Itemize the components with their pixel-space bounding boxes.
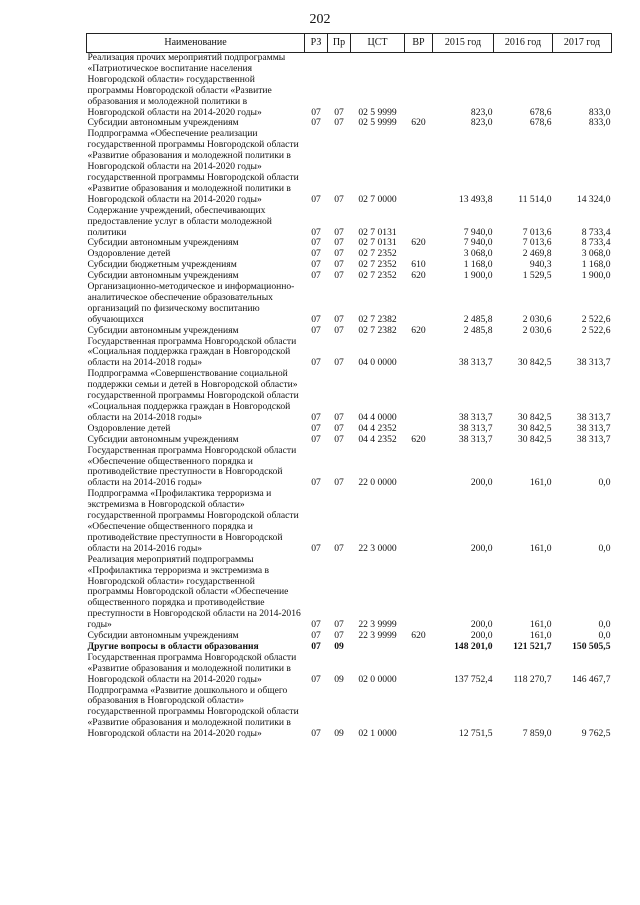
row-name: Подпрограмма «Обеспечение реализации государственной программы Новгородской области «Развитие образования и молодежной политики в Новгородской области на 2014-2020 годы» государственной программы Новгородской области «Развитие образования и молодежной политики в Новгородской области на 2014-2020 годы»	[87, 128, 299, 205]
row-name: Оздоровление детей	[87, 248, 171, 260]
row-name: Другие вопросы в области образования	[87, 640, 259, 652]
row-cst: 02 7 0131	[358, 226, 397, 238]
row-value-2017: 0,0	[598, 630, 611, 642]
header-2016: 2016 год	[494, 34, 553, 53]
row-vr	[405, 282, 433, 326]
row-rz: 07	[311, 117, 321, 129]
row-cst: 04 4 2352	[358, 422, 397, 434]
row-value-2015: 38 313,7	[458, 422, 493, 434]
row-cst: 04 4 2352	[358, 433, 397, 445]
row-value-2016: 7 013,6	[522, 237, 552, 249]
row-value-2017: 833,0	[588, 117, 611, 129]
row-rz: 07	[311, 542, 321, 554]
row-pr: 07	[334, 270, 344, 282]
row-name: Реализация прочих мероприятий подпрограммы «Патриотическое воспитание населения Новгородской области» государственной программы Новгородской области «Развитие образования и молодежной политики в Новгородской области на 2014-2020 годы»	[87, 52, 286, 118]
row-value-2017: 0,0	[598, 477, 611, 489]
row-vr	[405, 686, 433, 741]
row-value-2016: 940,3	[529, 259, 552, 271]
row-cst: 02 7 2352	[358, 248, 397, 260]
row-value-2017: 2 522,6	[581, 313, 611, 325]
row-value-2016: 161,0	[529, 542, 552, 554]
row-value-2016: 2 469,8	[522, 248, 552, 260]
row-value-2015: 200,0	[470, 542, 493, 554]
row-name: Субсидии автономным учреждениям	[87, 270, 239, 282]
row-value-2016: 161,0	[529, 619, 552, 631]
row-vr	[405, 206, 433, 239]
row-value-2017: 38 313,7	[576, 357, 611, 369]
row-value-2017: 38 313,7	[576, 422, 611, 434]
row-vr: 610	[411, 259, 426, 271]
row-vr	[405, 555, 433, 631]
row-pr: 07	[334, 313, 344, 325]
row-cst: 22 3 9999	[358, 619, 397, 631]
row-value-2015: 137 752,4	[454, 673, 493, 685]
row-vr	[405, 53, 433, 119]
row-value-2017: 2 522,6	[581, 324, 611, 336]
row-rz: 07	[311, 237, 321, 249]
row-value-2017: 146 467,7	[572, 673, 611, 685]
table-row	[87, 489, 612, 554]
row-name: Подпрограмма «Развитие дошкольного и общего образования в Новгородской области» государственной программы Новгородской области «Развитие образования и молодежной политики в Новгородской области на 2014-2020 годы»	[87, 684, 299, 740]
row-rz: 07	[311, 106, 321, 118]
row-value-2017: 8 733,4	[581, 237, 611, 249]
header-cst: ЦСТ	[351, 34, 405, 53]
row-value-2015: 823,0	[470, 106, 493, 118]
row-value-2016: 118 270,7	[513, 673, 552, 685]
row-vr	[405, 653, 433, 686]
row-value-2016: 2 030,6	[522, 324, 552, 336]
row-name: Подпрограмма «Совершенствование социальной поддержки семьи и детей в Новгородской области» государственной программы Новгородской области «Социальная поддержка граждан в Новгородской области на 2014-2018 годы»	[87, 368, 299, 423]
row-name: Содержание учреждений, обеспечивающих предоставление услуг в области молодежной политики	[87, 204, 272, 238]
row-rz: 07	[311, 357, 321, 369]
table-row	[87, 653, 612, 686]
row-pr: 07	[334, 226, 344, 238]
page-number: 202	[309, 12, 331, 27]
row-vr: 620	[411, 117, 426, 129]
row-value-2016: 30 842,5	[517, 357, 552, 369]
row-rz: 07	[311, 673, 321, 685]
row-value-2016: 161,0	[529, 477, 552, 489]
row-value-2015: 3 068,0	[463, 248, 493, 260]
row-rz: 07	[311, 630, 321, 642]
row-cst: 02 7 2382	[358, 313, 397, 325]
row-rz: 07	[311, 422, 321, 434]
row-value-2016: 7 859,0	[522, 728, 552, 740]
row-vr	[405, 129, 433, 205]
row-pr: 09	[334, 673, 344, 685]
row-cst: 22 3 9999	[358, 630, 397, 642]
row-vr: 620	[411, 433, 426, 445]
table-row	[87, 435, 612, 446]
row-cst: 02 0 0000	[358, 673, 397, 685]
row-value-2016: 11 514,0	[518, 193, 552, 205]
table-body	[87, 53, 612, 741]
row-value-2015: 200,0	[470, 630, 493, 642]
row-name: Субсидии автономным учреждениям	[87, 117, 239, 129]
row-name: Организационно-методическое и информационно-аналитическое обеспечение образовательных организаций по физическому воспитанию обучающихся	[87, 281, 295, 325]
row-value-2017: 9 762,5	[581, 728, 611, 740]
row-vr	[405, 642, 433, 653]
header-name: Наименование	[87, 34, 305, 53]
row-pr: 07	[334, 117, 344, 129]
row-name: Подпрограмма «Профилактика терроризма и экстремизма в Новгородской области» государственной программы Новгородской области «Обеспечение общественного порядка и противодействие преступности в Новгородской области на 2014-2016 годы»	[87, 488, 299, 554]
row-cst: 02 7 2352	[358, 259, 397, 271]
row-rz: 07	[311, 313, 321, 325]
row-value-2016: 678,6	[529, 117, 552, 129]
row-name: Государственная программа Новгородской области «Социальная поддержка граждан в Новгородской области на 2014-2018 годы»	[87, 335, 297, 369]
row-name: Реализация мероприятий подпрограммы «Профилактика терроризма и экстремизма в Новгородской области» государственной программы Новгородской области «Обеспечение общественного порядка и противодействие преступности в Новгородской области на 2014-2016 годы»	[87, 553, 301, 631]
row-name: Субсидии автономным учреждениям	[87, 630, 239, 642]
row-name: Субсидии автономным учреждениям	[87, 237, 239, 249]
row-pr: 07	[334, 259, 344, 271]
table-row	[87, 53, 612, 119]
row-cst: 02 1 0000	[358, 728, 397, 740]
row-value-2017: 1 900,0	[581, 270, 611, 282]
row-pr: 07	[334, 324, 344, 336]
row-vr	[405, 337, 433, 370]
row-value-2015: 7 940,0	[463, 237, 493, 249]
row-value-2015: 200,0	[470, 619, 493, 631]
row-value-2017: 150 505,5	[572, 640, 611, 652]
table-row	[87, 129, 612, 205]
row-rz: 07	[311, 640, 321, 652]
row-value-2015: 200,0	[470, 477, 493, 489]
table-row	[87, 446, 612, 490]
row-value-2016: 30 842,5	[517, 433, 552, 445]
row-name: Субсидии бюджетным учреждениям	[87, 259, 237, 271]
row-rz: 07	[311, 433, 321, 445]
row-cst: 02 7 2352	[358, 270, 397, 282]
row-value-2016: 7 013,6	[522, 226, 552, 238]
table-row	[87, 369, 612, 424]
row-value-2016: 121 521,7	[513, 640, 552, 652]
table-row	[87, 337, 612, 370]
row-rz: 07	[311, 324, 321, 336]
table-row	[87, 555, 612, 631]
row-value-2015: 12 751,5	[458, 728, 493, 740]
row-rz: 07	[311, 411, 321, 423]
table-header-row	[87, 34, 612, 53]
row-vr	[405, 446, 433, 490]
table-row	[87, 326, 612, 337]
row-rz: 07	[311, 248, 321, 260]
row-value-2017: 0,0	[598, 619, 611, 631]
row-cst: 04 0 0000	[358, 357, 397, 369]
row-value-2017: 1 168,0	[581, 259, 611, 271]
row-name: Государственная программа Новгородской области «Обеспечение общественного порядка и противодействие преступности в Новгородской области на 2014-2016 годы»	[87, 444, 297, 489]
row-pr: 09	[334, 728, 344, 740]
row-pr: 07	[334, 422, 344, 434]
row-cst: 02 5 9999	[358, 117, 397, 129]
header-rz: РЗ	[305, 34, 328, 53]
row-rz: 07	[311, 619, 321, 631]
row-value-2015: 1 900,0	[463, 270, 493, 282]
row-cst: 22 3 0000	[358, 542, 397, 554]
row-rz: 07	[311, 477, 321, 489]
header-pr: Пр	[328, 34, 351, 53]
row-name: Государственная программа Новгородской области «Развитие образования и молодежной политики в Новгородской области на 2014-2020 годы»	[87, 651, 297, 685]
row-vr: 620	[411, 237, 426, 249]
row-value-2015: 7 940,0	[463, 226, 493, 238]
row-vr	[405, 489, 433, 554]
row-name: Оздоровление детей	[87, 422, 171, 434]
table-row	[87, 206, 612, 239]
row-pr: 07	[334, 630, 344, 642]
row-value-2016: 30 842,5	[517, 422, 552, 434]
row-vr: 620	[411, 630, 426, 642]
table-row	[87, 686, 612, 741]
row-pr: 07	[334, 357, 344, 369]
row-value-2017: 8 733,4	[581, 226, 611, 238]
row-value-2017: 3 068,0	[581, 248, 611, 260]
row-vr	[405, 369, 433, 424]
row-value-2016: 30 842,5	[517, 411, 552, 423]
header-vr: ВР	[405, 34, 433, 53]
row-value-2016: 2 030,6	[522, 313, 552, 325]
row-vr: 620	[411, 324, 426, 336]
row-rz: 07	[311, 728, 321, 740]
row-pr: 07	[334, 477, 344, 489]
row-value-2017: 38 313,7	[576, 433, 611, 445]
row-cst: 02 7 0131	[358, 237, 397, 249]
row-vr: 620	[411, 270, 426, 282]
row-name: Субсидии автономным учреждениям	[87, 433, 239, 445]
budget-table	[86, 33, 612, 740]
row-cst: 02 7 2382	[358, 324, 397, 336]
row-pr: 07	[334, 248, 344, 260]
row-cst	[351, 642, 405, 653]
row-value-2015: 38 313,7	[458, 433, 493, 445]
row-value-2017: 833,0	[588, 106, 611, 118]
row-value-2017: 14 324,0	[576, 193, 611, 205]
row-value-2015: 148 201,0	[454, 640, 493, 652]
row-value-2015: 38 313,7	[458, 357, 493, 369]
row-value-2015: 2 485,8	[463, 313, 493, 325]
row-value-2015: 38 313,7	[458, 411, 493, 423]
header-2017: 2017 год	[553, 34, 612, 53]
row-pr: 07	[334, 619, 344, 631]
row-rz: 07	[311, 270, 321, 282]
row-pr: 07	[334, 542, 344, 554]
row-rz: 07	[311, 193, 321, 205]
row-pr: 09	[334, 640, 344, 652]
row-cst: 02 5 9999	[358, 106, 397, 118]
row-value-2016: 161,0	[529, 630, 552, 642]
row-cst: 22 0 0000	[358, 477, 397, 489]
row-cst: 04 4 0000	[358, 411, 397, 423]
row-value-2015: 823,0	[470, 117, 493, 129]
row-value-2016: 678,6	[529, 106, 552, 118]
row-pr: 07	[334, 193, 344, 205]
row-pr: 07	[334, 106, 344, 118]
table-row	[87, 282, 612, 326]
row-rz: 07	[311, 259, 321, 271]
row-value-2017: 0,0	[598, 542, 611, 554]
row-value-2016: 1 529,5	[522, 270, 552, 282]
row-rz: 07	[311, 226, 321, 238]
row-pr: 07	[334, 411, 344, 423]
row-value-2015: 13 493,8	[458, 193, 493, 205]
header-2015: 2015 год	[433, 34, 494, 53]
row-value-2015: 2 485,8	[463, 324, 493, 336]
row-pr: 07	[334, 237, 344, 249]
row-pr: 07	[334, 433, 344, 445]
row-name: Субсидии автономным учреждениям	[87, 324, 239, 336]
row-cst: 02 7 0000	[358, 193, 397, 205]
row-value-2017: 38 313,7	[576, 411, 611, 423]
row-value-2015: 1 168,0	[463, 259, 493, 271]
